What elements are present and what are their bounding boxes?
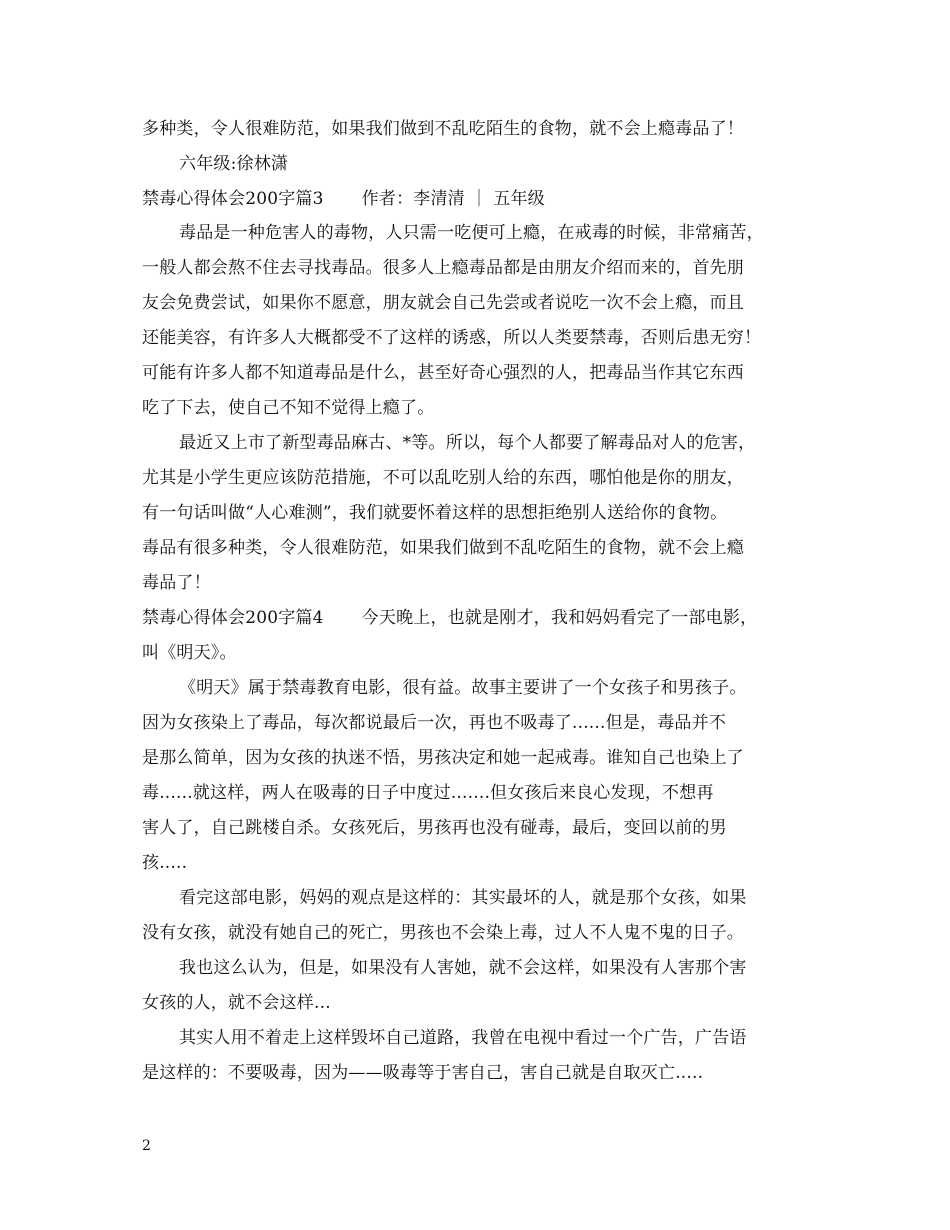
section-title: 禁毒心得体会200字篇3: [142, 189, 324, 209]
paragraph-line: 看完这部电影，妈妈的观点是这样的：其实最坏的人，就是那个女孩，如果: [179, 888, 747, 908]
section-text: 今天晚上，也就是刚才，我和妈妈看完了一部电影，: [361, 608, 758, 628]
text-line: 可能有许多人都不知道毒品是什么，甚至好奇心强烈的人，把毒品当作其它东西: [142, 363, 744, 383]
text-line: 有一句话叫做“人心难测”，我们就要怀着这样的思想拒绝别人送给你的食物。: [142, 503, 728, 523]
text-line: 因为女孩染上了毒品，每次都说最后一次，再也不吸毒了......但是，毒品并不: [142, 713, 727, 733]
text-line: 一般人都会熬不住去寻找毒品。很多人上瘾毒品都是由朋友介绍而来的，首先朋: [142, 258, 744, 278]
text-line: 毒......就这样，两人在吸毒的日子中度过.......但女孩后来良心发现，不想再: [142, 783, 714, 803]
text-line: 女孩的人，就不会这样...: [142, 993, 331, 1013]
page-number: 2: [142, 1138, 151, 1154]
text-line: 吃了下去，使自己不知不觉得上瘾了。: [142, 398, 435, 418]
paragraph-line: 其实人用不着走上这样毁坏自己道路，我曾在电视中看过一个广告，广告语: [179, 1028, 747, 1048]
section-heading-3: [142, 188, 545, 210]
paragraph-line: 最近又上市了新型毒品麻古、*等。所以，每个人都要了解毒品对人的危害，: [179, 433, 756, 453]
section-title: 禁毒心得体会200字篇4: [142, 608, 324, 628]
text-line: 还能美容，有许多人大概都受不了这样的诱惑，所以人类要禁毒，否则后患无穷！: [142, 328, 762, 348]
section-heading-4: [142, 607, 757, 629]
section-author: 作者：李清清 ｜ 五年级: [361, 189, 545, 209]
text-line: 叫《明天》。: [142, 643, 237, 663]
text-line: 没有女孩，就没有她自己的死亡，男孩也不会染上毒，过人不人鬼不鬼的日子。: [142, 923, 744, 943]
paragraph-line: 《明天》属于禁毒教育电影，很有益。故事主要讲了一个女孩子和男孩子。: [179, 678, 747, 698]
text-line: 是那么简单，因为女孩的执迷不悟，男孩决定和她一起戒毒。谁知自己也染上了: [142, 748, 744, 768]
author-signature: 六年级:徐林潇: [179, 154, 289, 174]
text-line: 害人了，自己跳楼自杀。女孩死后，男孩再也没有碰毒，最后，变回以前的男: [142, 818, 727, 838]
text-line: 尤其是小学生更应该防范措施，不可以乱吃别人给的东西，哪怕他是你的朋友，: [142, 468, 744, 488]
text-line: 孩.....: [142, 853, 188, 873]
text-line: 毒品有很多种类，令人很难防范，如果我们做到不乱吃陌生的食物，就不会上瘾: [142, 538, 744, 558]
text-line: 多种类，令人很难防范，如果我们做到不乱吃陌生的食物，就不会上瘾毒品了！: [142, 119, 744, 139]
text-line: 友会免费尝试，如果你不愿意，朋友就会自己先尝或者说吃一次不会上瘾，而且: [142, 293, 744, 313]
text-line: 是这样的：不要吸毒，因为——吸毒等于害自己，害自己就是自取灭亡.....: [142, 1063, 704, 1083]
paragraph-line: 我也这么认为，但是，如果没有人害她，就不会这样，如果没有人害那个害: [179, 958, 747, 978]
text-line: 毒品了！: [142, 573, 211, 593]
paragraph-line: 毒品是一种危害人的毒物，人只需一吃便可上瘾，在戒毒的时候，非常痛苦，: [179, 223, 764, 243]
